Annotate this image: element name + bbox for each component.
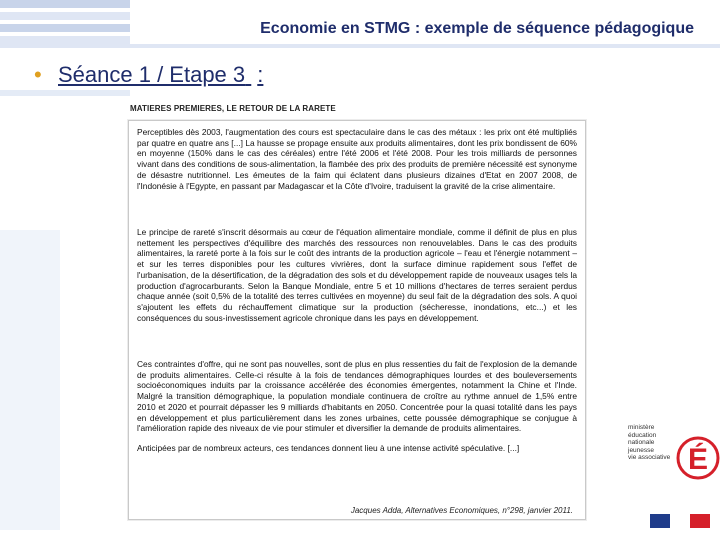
background-shape <box>0 230 60 530</box>
slide-title: Economie en STMG : exemple de séquence pédagogique <box>260 20 694 37</box>
logo-line: nationale <box>628 439 655 446</box>
side-stripe <box>0 90 130 96</box>
document-paragraph-1: Perceptibles dès 2003, l'augmentation des cours est spectaculaire dans le cas des métaux : les prix ont été multipliés par quatre en quatre ans [...] La hausse se propage ensuite aux produits alimentaires, dont les prix bondissent de 60% en moyenne (150% dans le cas des céréales) entre l'été 2006 et l'été 2008. Pour les trois milliards de personnes vivant dans des conditions de sous-alimentation, la flambée des prix des produits de première nécessité est synonyme de désastre nutritionnel. Les émeutes de la faim qui éclatent dans plusieurs dizaines d'Etat en 2007 2008, de l'Indonésie à l'Egypte, en passant par Madagascar et la Côte d'Ivoire, traduisent la gravité de la crise alimentaire. <box>137 127 577 191</box>
logo-line: vie associative <box>628 454 671 461</box>
document-headline: MATIERES PREMIERES, LE RETOUR DE LA RARETE <box>130 104 336 113</box>
document-source: Jacques Adda, Alternatives Economiques, n°298, janvier 2011. <box>350 506 573 515</box>
logo-line: ministère <box>628 424 655 431</box>
header-band <box>0 24 130 32</box>
ministry-logo <box>628 420 720 530</box>
title-rule <box>0 44 720 48</box>
section-heading-label: Séance 1 / Etape 3 <box>58 62 246 87</box>
marianne-flag-icon <box>650 514 710 528</box>
document-paragraph-2: Le principe de rareté s'inscrit désormais au cœur de l'équation alimentaire mondiale, comme il définit de plus en plus nettement les perspectives d'équilibre des marchés des ressources non renouvelables. Dans le cas des produits alimentaires, la rareté porte à la fois sur le coût des intrants de la production agricole – l'eau et l'énergie notamment – et sur les terres disponibles pour les cultures vivrières, dont la surface diminue rapidement sous l'effet de l'urbanisation, de la désertification, de la dégradation des sols et du développement rapide de nouveaux usages tels la production d'agrocarburants. Selon la Banque Mondiale, entre 5 et 10 millions d'hectares de terres seraient perdus chaque année (soit 0,5% de la totalité des terres cultivées en moyenne) du seul fait de la dégradation des sols. A quoi s'ajoutent les effets du réchauffement climatique sur la production (sécheresse, inondations, etc...) et les conséquences du sous-investissement agricole chronique dans les pays en développement. <box>137 227 577 323</box>
section-heading-colon: : <box>257 62 264 87</box>
logo-line: éducation <box>628 431 657 439</box>
section-heading[interactable] <box>58 62 263 88</box>
header-band <box>0 36 130 44</box>
bullet-icon: • <box>34 62 42 87</box>
header-band <box>0 0 130 8</box>
document-paragraph-4: Anticipées par de nombreux acteurs, ces tendances donnent lieu à une intense activité spéculative. [...] <box>137 443 520 453</box>
document-excerpt <box>128 120 586 520</box>
logo-line: jeunesse <box>628 446 655 454</box>
document-paragraph-3: Ces contraintes d'offre, qui ne sont pas nouvelles, sont de plus en plus ressenties du fait de l'explosion de la demande de produits alimentaires. Celle-ci résulte à la fois de tendances démographiques lourdes et des bouleversements socioéconomiques induits par la croissance accélérée des économies émergentes, notamment la Chine et l'Inde. Malgré la transition démographique, la population mondiale continuera de croître au rythme annuel de 1,5% entre 2010 et 2020 et pourrait dépasser les 9 milliards d'habitants en 2050. Concentrée pour la quasi totalité dans les pays en développement et plus particulièrement dans les zones urbaines, cette poussée démographique se conjugue à l'amélioration rapide des niveaux de vie pour stimuler et diversifier la demande de produits alimentaires. <box>137 359 577 434</box>
header-band <box>0 12 130 20</box>
ministry-e-letter: É <box>687 443 709 476</box>
